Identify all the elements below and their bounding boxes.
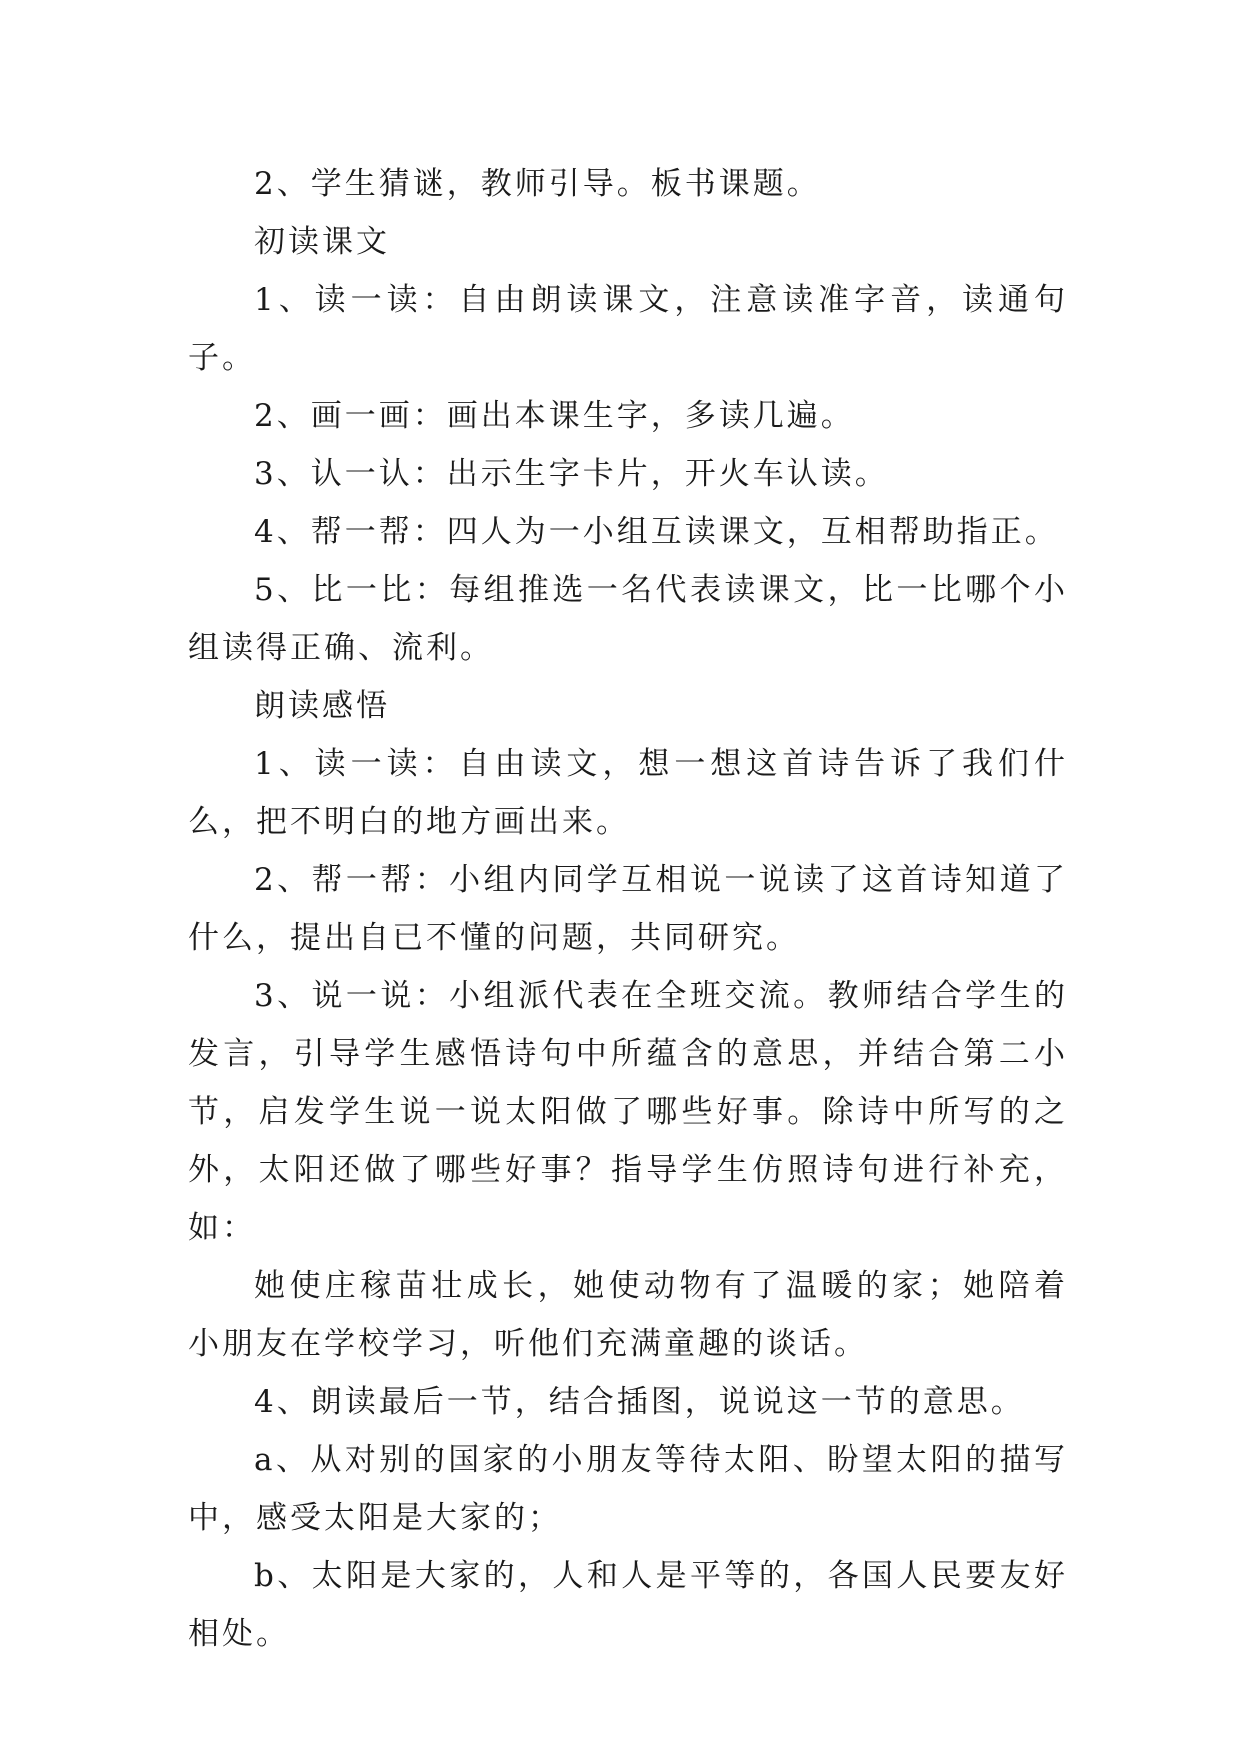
paragraph: 2、学生猜谜，教师引导。板书课题。 <box>254 166 821 202</box>
paragraph: 1、读一读：自由朗读课文，注意读准字音，读通句子。 <box>188 282 1068 376</box>
paragraph: 3、认一认：出示生字卡片，开火车认读。 <box>254 456 889 492</box>
section-heading-first-reading: 初读课文 <box>254 224 390 260</box>
paragraph: 5、比一比：每组推选一名代表读课文，比一比哪个小组读得正确、流利。 <box>188 572 1068 666</box>
paragraph: 2、画一画：画出本课生字，多读几遍。 <box>254 398 855 434</box>
paragraph: 4、朗读最后一节，结合插图，说说这一节的意思。 <box>254 1384 1025 1420</box>
paragraph: 她使庄稼苗壮成长，她使动物有了温暖的家；她陪着小朋友在学校学习，听他们充满童趣的谈话。 <box>188 1268 1068 1362</box>
paragraph: b、太阳是大家的，人和人是平等的，各国人民要友好相处。 <box>188 1558 1068 1652</box>
document-body <box>188 155 1068 1663</box>
paragraph: 4、帮一帮：四人为一小组互读课文，互相帮助指正。 <box>254 514 1059 550</box>
section-heading-reading-insight: 朗读感悟 <box>254 688 390 724</box>
paragraph: 2、帮一帮：小组内同学互相说一说读了这首诗知道了什么，提出自已不懂的问题，共同研究。 <box>188 862 1068 956</box>
paragraph: 1、读一读：自由读文，想一想这首诗告诉了我们什么，把不明白的地方画出来。 <box>188 746 1068 840</box>
paragraph: a、从对别的国家的小朋友等待太阳、盼望太阳的描写中，感受太阳是大家的； <box>188 1442 1068 1536</box>
paragraph: 3、说一说：小组派代表在全班交流。教师结合学生的发言，引导学生感悟诗句中所蕴含的意思，并结合第二小节，启发学生说一说太阳做了哪些好事。除诗中所写的之外，太阳还做了哪些好事？指导学生仿照诗句进行补充，如： <box>188 978 1068 1246</box>
